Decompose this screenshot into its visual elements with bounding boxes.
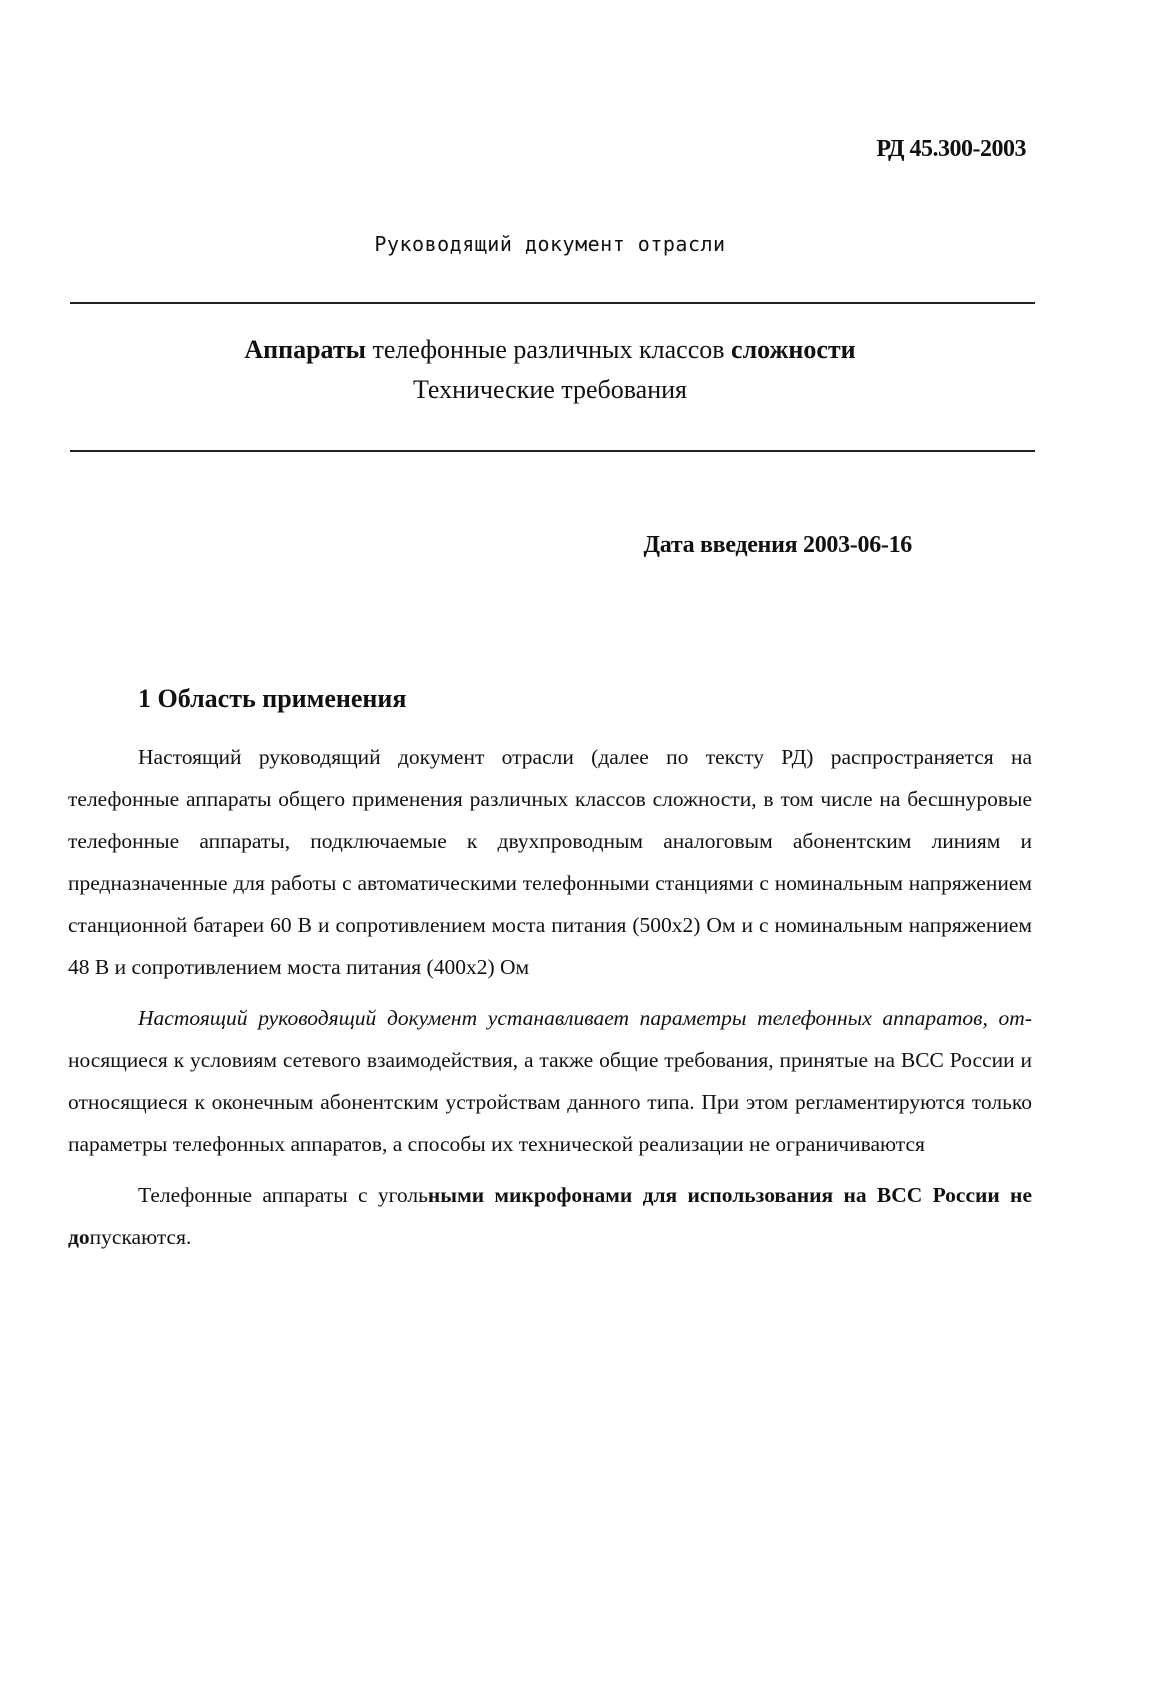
section-body (68, 736, 1032, 1267)
document-title (0, 330, 1100, 410)
title-bottom-rule (70, 450, 1035, 452)
title-subtitle: Технические требования (412, 375, 687, 404)
title-middle: телефонные различных классов (365, 335, 732, 364)
paragraph-carbon-microphones (68, 1174, 1032, 1258)
introduction-date (644, 532, 912, 559)
section-heading: 1 Область применения (138, 684, 407, 713)
title-word-slozhnosti: сложности (731, 335, 856, 364)
paragraph-parameters-italic: Настоящий руководящий документ устанавливает параметры телефонных аппаратов, от (138, 1006, 1032, 1030)
paragraph-scope: Настоящий руководящий документ отрасли (далее по тексту РД) распространяется на телефонные аппараты общего применения различных классов сложности, в том числе на бесшнуровые телефонные аппараты, подключаемые к двухпроводным аналоговым абонентским линиям и предназначенные для работы с автоматическими телефонными станциями с номинальным напряжением станционной батареи 60 В и сопротивлением моста питания (500х2) Ом и с номинальным напряжением 48 В и сопротивлением моста питания (400х2) Ом (68, 745, 1032, 979)
paragraph-carbon-part3: пускаются. (89, 1225, 192, 1249)
introduction-date-label: Дата введения (643, 532, 798, 558)
paragraph-carbon-part1: Телефонные аппараты с уголь (138, 1183, 428, 1207)
paragraph-parameters-rest: носящиеся к условиям сетевого взаимодействия, а также общие требования, принятые на ВСС России и относящиеся к оконечным абонентским устройствам данного типа. При этом регламентируются только параметры телефонных аппаратов, а способы их технической реализации не ограничиваются (68, 1048, 1032, 1156)
document-type: Руководящий документ отрасли (374, 232, 726, 256)
title-word-apparaty: Аппараты (244, 335, 366, 364)
paragraph-parameters (68, 997, 1032, 1165)
document-code: РД 45.300-2003 (876, 136, 1026, 162)
title-top-rule (70, 302, 1035, 304)
paragraph-carbon-bold: ными микрофонами для использования на ВСС России не до (68, 1183, 1032, 1249)
title-line1 (244, 335, 855, 364)
introduction-date-value: 2003-06-16 (803, 532, 912, 558)
